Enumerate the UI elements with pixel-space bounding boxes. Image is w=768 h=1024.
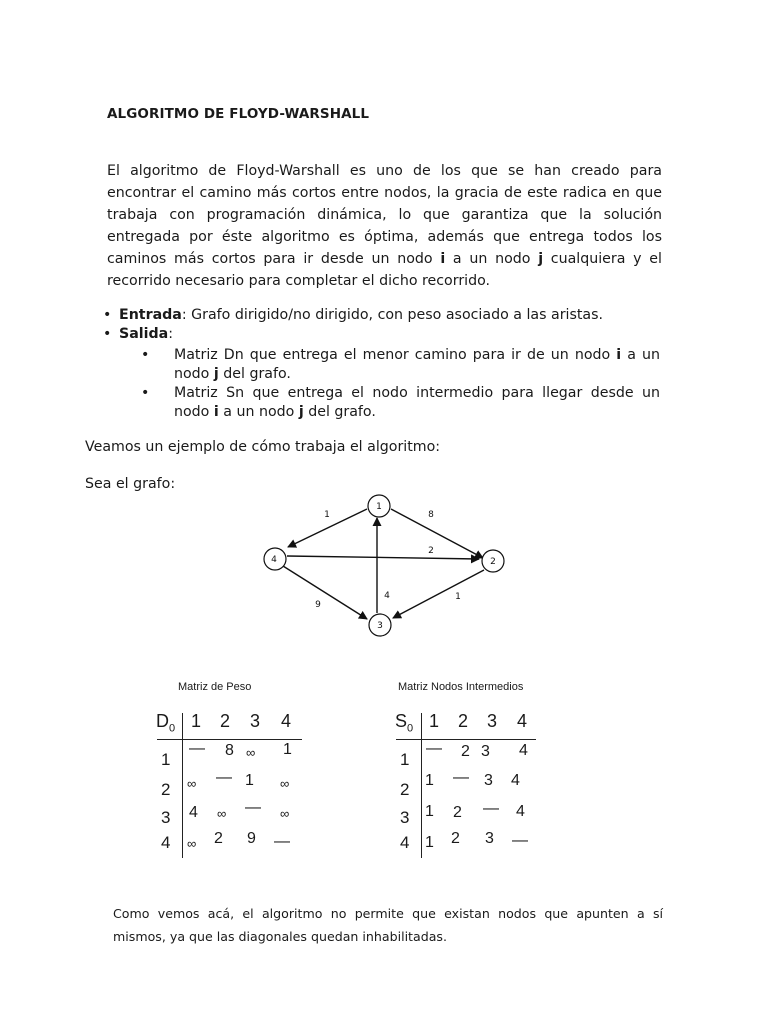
matrix-row-label: 1 bbox=[400, 750, 410, 769]
matrix-nodos bbox=[395, 708, 555, 863]
matrix-col-header: 1 bbox=[191, 711, 202, 731]
sublist-item bbox=[141, 346, 663, 384]
edge-weight-1-2: 8 bbox=[428, 510, 434, 520]
matrix-cell: ∞ bbox=[217, 806, 227, 821]
matrix-row-rule bbox=[421, 713, 422, 858]
matrix-row-label: 2 bbox=[161, 780, 171, 799]
matrix-header-rule bbox=[157, 739, 302, 740]
bullet-list bbox=[103, 306, 663, 422]
matrix-cell: 1 bbox=[425, 772, 434, 789]
graph-diagram bbox=[250, 488, 520, 638]
graph-node-label-2: 2 bbox=[490, 557, 496, 567]
matrix-col-header: 2 bbox=[220, 711, 231, 731]
sub-bullet-dot: • bbox=[141, 385, 150, 401]
intro-paragraph: El algoritmo de Floyd-Warshall es uno de los que se han creado para encontrar el camino más cortos entre nodos, la gracia de este radica en que trabaja con programación dinámica, lo que garantiza que la solución entregada por éste algoritmo es óptima, además que entrega todos los caminos más cortos para ir desde un nodo i a un nodo j cualquiera y el recorrido necesario para completar el dicho recorrido. bbox=[107, 163, 662, 289]
example-line: Veamos un ejemplo de cómo trabaja el algoritmo: bbox=[85, 439, 441, 455]
edge-4-3 bbox=[283, 566, 367, 619]
matrix-cell: — bbox=[189, 740, 205, 757]
edge-weight-1-4: 1 bbox=[324, 510, 330, 520]
matrix-cell: 4 bbox=[511, 772, 520, 789]
matrix-row-label: 2 bbox=[400, 780, 410, 799]
matrix-row-label: 1 bbox=[161, 750, 171, 769]
matrix-peso bbox=[156, 708, 316, 863]
matrix-cell: 3 bbox=[481, 743, 490, 760]
matrix-col-header: 4 bbox=[281, 711, 292, 731]
bullet-dot: • bbox=[103, 326, 112, 342]
matrix-col-header: 4 bbox=[517, 711, 528, 731]
matrix-cell: 3 bbox=[485, 830, 494, 847]
edge-4-2 bbox=[287, 556, 479, 559]
matrix-cell: — bbox=[483, 800, 499, 817]
edge-weight-4-2: 2 bbox=[428, 546, 434, 556]
bullet-dot: • bbox=[103, 307, 112, 323]
matrix-cell: ∞ bbox=[280, 776, 290, 791]
matrix-cell: 1 bbox=[245, 772, 254, 789]
bullet-entrada bbox=[103, 306, 663, 325]
salida-label: Salida bbox=[119, 326, 169, 342]
matrix-cell: 1 bbox=[425, 834, 434, 851]
graph-node-label-1: 1 bbox=[376, 502, 382, 512]
matrix-col-header: 3 bbox=[487, 711, 498, 731]
salida-text: : bbox=[168, 326, 174, 342]
matrix-cell: 2 bbox=[453, 804, 462, 821]
matrix-cell: 4 bbox=[516, 803, 525, 820]
graph-node-label-3: 3 bbox=[377, 621, 383, 631]
matrix-row-label: 4 bbox=[400, 833, 410, 852]
matrix-row-label: 3 bbox=[400, 808, 410, 827]
matrix-cell: 2 bbox=[461, 743, 470, 760]
matrix-cell: — bbox=[512, 832, 528, 849]
matrix-row-rule bbox=[182, 713, 183, 858]
entrada-label: Entrada bbox=[119, 307, 182, 323]
matrix-header-rule bbox=[396, 739, 536, 740]
matrix-cell: — bbox=[245, 799, 261, 816]
edge-weight-3-1: 4 bbox=[384, 591, 390, 601]
matrix-col-header: 3 bbox=[250, 711, 261, 731]
matrix-cell: ∞ bbox=[280, 806, 290, 821]
edge-weight-2-3: 1 bbox=[455, 592, 461, 602]
sublist-item bbox=[141, 384, 663, 422]
matrix-cell: — bbox=[274, 833, 290, 850]
salida-sublist bbox=[141, 346, 663, 422]
matrix-cell: — bbox=[426, 740, 442, 757]
matrix-col-header: 1 bbox=[429, 711, 440, 731]
matrix-col-header: 2 bbox=[458, 711, 469, 731]
matrix-cell: ∞ bbox=[187, 836, 197, 851]
matrix-cell: 4 bbox=[189, 804, 198, 821]
footer-paragraph: Como vemos acá, el algoritmo no permite que existan nodos que apunten a sí mismos, ya que las diagonales quedan inhabilitadas. bbox=[113, 906, 663, 944]
graph-node-label-4: 4 bbox=[271, 555, 277, 565]
matrix-row-label: 3 bbox=[161, 808, 171, 827]
entrada-text: : Grafo dirigido/no dirigido, con peso asociado a las aristas. bbox=[181, 307, 604, 323]
matrix-cell: 1 bbox=[425, 803, 434, 820]
matrix-row-label: 4 bbox=[161, 833, 171, 852]
matrix-cell: ∞ bbox=[246, 745, 256, 760]
matrix-corner: $S_0$ bbox=[395, 711, 414, 735]
matrix-cell: — bbox=[216, 769, 232, 786]
sublist-item-text: Matriz Sn que entrega el nodo intermedio para llegar desde un nodo i a un nodo j del grafo. bbox=[174, 385, 660, 420]
matrix-cell: 9 bbox=[247, 830, 256, 847]
matrix-cell: ∞ bbox=[187, 776, 197, 791]
edge-2-3 bbox=[393, 570, 484, 618]
matrix-cell: 2 bbox=[214, 830, 223, 847]
matrix-cell: 3 bbox=[484, 772, 493, 789]
sublist-item-text: Matriz Dn que entrega el menor camino para ir de un nodo i a un nodo j del grafo. bbox=[174, 347, 660, 382]
matrix-cell: 8 bbox=[225, 742, 234, 759]
bullet-salida bbox=[103, 325, 663, 344]
matrix-peso-title: Matriz de Peso bbox=[178, 681, 252, 693]
matrix-cell: 4 bbox=[519, 742, 528, 759]
matrix-corner: $D_0$ bbox=[156, 711, 176, 735]
matrix-cell: — bbox=[453, 769, 469, 786]
edge-weight-4-3: 9 bbox=[315, 600, 321, 610]
matrix-nodos-title: Matriz Nodos Intermedios bbox=[398, 681, 524, 693]
graph-intro-line: Sea el grafo: bbox=[85, 476, 176, 492]
sub-bullet-dot: • bbox=[141, 347, 150, 363]
edge-1-2 bbox=[391, 509, 483, 558]
page-title: ALGORITMO DE FLOYD-WARSHALL bbox=[107, 106, 370, 122]
matrix-cell: 2 bbox=[451, 830, 460, 847]
matrix-cell: 1 bbox=[283, 741, 292, 758]
